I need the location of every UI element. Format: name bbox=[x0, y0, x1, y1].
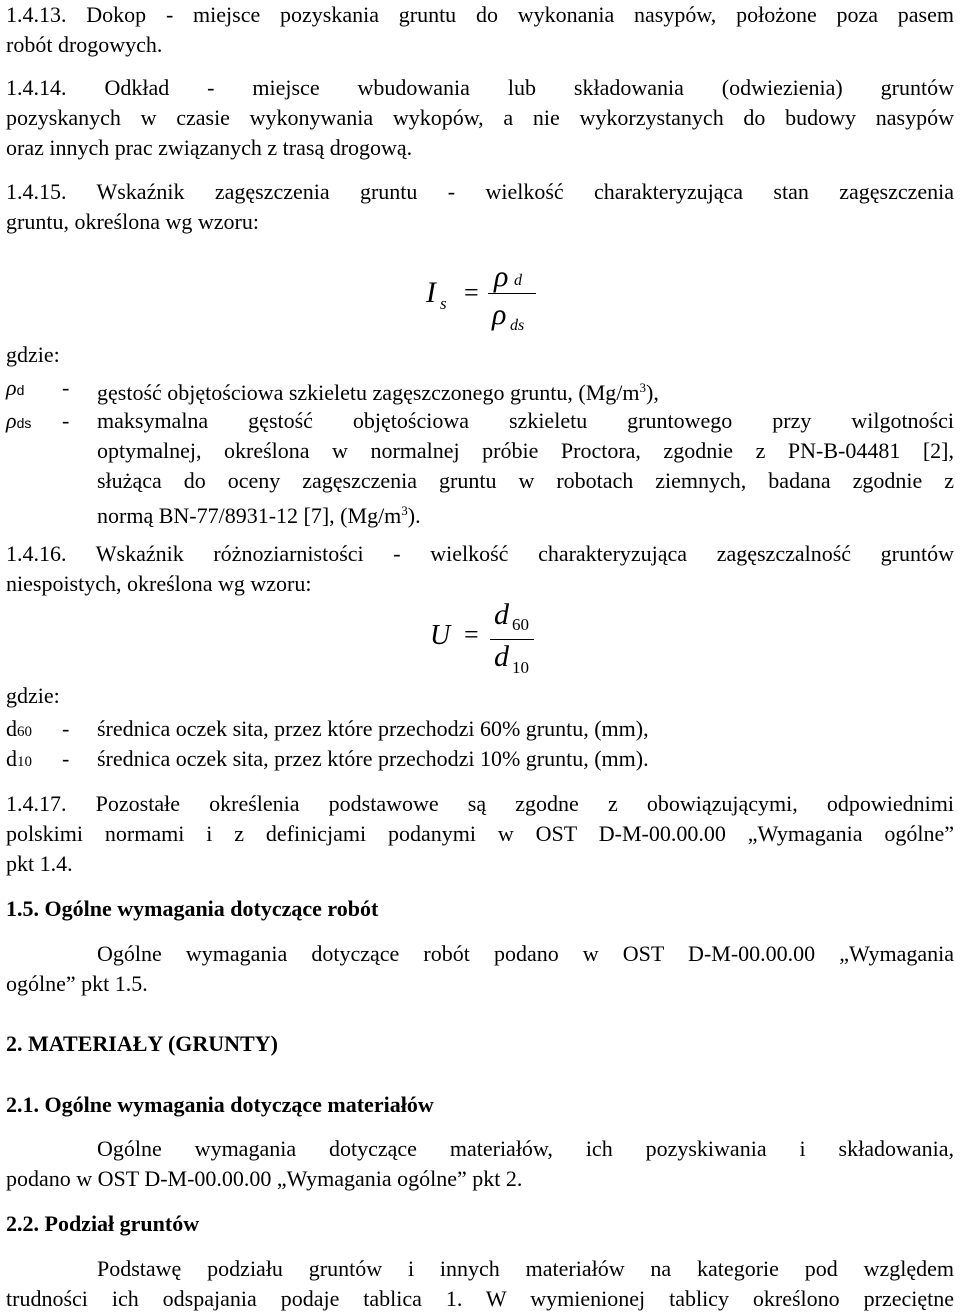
paragraph-1-4-17-line-3: pkt 1.4. bbox=[6, 851, 73, 876]
paragraph-text: Wskaźnik zagęszczenia gruntu - wielkość charakteryzująca stan zagęszczenia bbox=[96, 179, 955, 204]
symbol-sub: d bbox=[16, 382, 25, 398]
paragraph-1-4-17-line-2: polskimi normami i z definicjami podanymi w OST D-M-00.00.00 „Wymagania ogólne” bbox=[6, 821, 954, 846]
formula-lhs: I bbox=[426, 276, 436, 309]
formula-denominator-sub: 10 bbox=[512, 658, 529, 677]
definition-text-rho-ds-line-3: służąca do oceny zagęszczenia gruntu w robotach ziemnych, badana zgodnie z bbox=[97, 468, 954, 493]
paragraph-2-2-line-1: Podstawę podziału gruntów i innych materiałów na kategorie pod względem bbox=[97, 1256, 954, 1281]
superscript: 3 bbox=[639, 380, 647, 395]
section-heading-1-5: 1.5. Ogólne wymagania dotyczące robót bbox=[6, 896, 379, 921]
definition-symbol-rho-d bbox=[6, 373, 24, 405]
definition-text-d60: średnica oczek sita, przez które przechodzi 60% gruntu, (mm), bbox=[97, 716, 649, 741]
paragraph-text: Wskaźnik różnoziarnistości - wielkość charakteryzująca zagęszczalność gruntów bbox=[95, 541, 955, 566]
paragraph-2-2-line-2: trudności ich odspajania podaje tablica 1. W wymienionej tablicy określono przeciętne bbox=[6, 1286, 954, 1311]
definition-dash: - bbox=[62, 716, 70, 741]
formula-lhs-sub: s bbox=[440, 294, 447, 313]
symbol-sub: 60 bbox=[17, 724, 32, 740]
definition-text-end: ), bbox=[646, 380, 659, 405]
definition-symbol-d60 bbox=[6, 714, 32, 747]
definition-dash: - bbox=[62, 375, 70, 400]
definition-symbol-d10 bbox=[6, 744, 32, 777]
d-glyph: d bbox=[6, 716, 17, 741]
paragraph-1-4-14-line-1 bbox=[6, 73, 954, 103]
symbol-sub: 10 bbox=[17, 754, 32, 770]
paragraph-1-4-16-line-1 bbox=[6, 539, 954, 569]
definition-text-rho-ds-line-2: optymalnej, określona w normalnej próbie Proctora, zgodnie z PN-B-04481 [2], bbox=[97, 438, 954, 463]
definition-text-rho-ds-line-4 bbox=[97, 496, 954, 531]
definition-text-rho-d bbox=[97, 373, 954, 408]
paragraph-number: 1.4.15. bbox=[6, 179, 67, 204]
definition-text-d10: średnica oczek sita, przez które przechodzi 10% gruntu, (mm). bbox=[97, 746, 649, 771]
definition-text-end: ). bbox=[407, 503, 421, 528]
paragraph-text: Pozostałe określenia podstawowe są zgodne z obowiązującymi, odpowiednimi bbox=[95, 791, 954, 816]
paragraph-number: 1.4.13. bbox=[6, 2, 67, 27]
fraction-bar bbox=[488, 293, 536, 294]
rho-glyph: ρ bbox=[6, 375, 17, 400]
paragraph-1-5-line-1: Ogólne wymagania dotyczące robót podano w OST D-M-00.00.00 „Wymagania bbox=[97, 941, 954, 966]
paragraph-number: 1.4.17. bbox=[6, 791, 67, 816]
definition-dash: - bbox=[62, 746, 70, 771]
paragraph-1-4-15-line-2: gruntu, określona wg wzoru: bbox=[6, 209, 259, 234]
formula-lhs: U bbox=[430, 620, 451, 651]
definition-text: normą BN-77/8931-12 [7], (Mg/m bbox=[97, 503, 402, 528]
paragraph-1-4-17-line-1 bbox=[6, 789, 954, 819]
formula-numerator: d bbox=[494, 598, 509, 631]
formula-numerator: ρ bbox=[494, 260, 509, 293]
formula-denominator-sub: ds bbox=[510, 317, 525, 334]
symbol-sub: ds bbox=[16, 415, 32, 431]
paragraph-1-4-14-line-3: oraz innych prac związanych z trasą drogową. bbox=[6, 135, 413, 160]
paragraph-1-4-16-line-2: niespoistych, określona wg wzoru: bbox=[6, 571, 312, 596]
section-heading-2: 2. MATERIAŁY (GRUNTY) bbox=[6, 1031, 278, 1056]
paragraph-1-5-line-2: ogólne” pkt 1.5. bbox=[6, 971, 148, 996]
paragraph-2-1-line-1: Ogólne wymagania dotyczące materiałów, ich pozyskiwania i składowania, bbox=[97, 1136, 954, 1161]
formula-numerator-sub: 60 bbox=[512, 615, 529, 634]
section-heading-2-2: 2.2. Podział gruntów bbox=[6, 1211, 200, 1236]
formula-denominator: d bbox=[494, 640, 509, 673]
paragraph-number: 1.4.14. bbox=[6, 75, 67, 100]
gdzie-label-2: gdzie: bbox=[6, 683, 60, 708]
formula-numerator-sub: d bbox=[514, 272, 522, 289]
definition-symbol-rho-ds bbox=[6, 406, 31, 438]
section-heading-2-1: 2.1. Ogólne wymagania dotyczące materiałów bbox=[6, 1092, 434, 1117]
paragraph-text: Dokop - miejsce pozyskania gruntu do wykonania nasypów, położone poza pasem bbox=[86, 2, 954, 27]
definition-text: gęstość objętościowa szkieletu zagęszczonego gruntu, (Mg/m bbox=[97, 380, 640, 405]
formula-equals: = bbox=[464, 620, 479, 649]
paragraph-2-1-line-2: podano w OST D-M-00.00.00 „Wymagania ogólne” pkt 2. bbox=[6, 1166, 523, 1191]
gdzie-label-1: gdzie: bbox=[6, 342, 60, 367]
paragraph-number: 1.4.16. bbox=[6, 541, 67, 566]
paragraph-1-4-13-line-2: robót drogowych. bbox=[6, 32, 163, 57]
paragraph-1-4-14-line-2: pozyskanych w czasie wykonywania wykopów, a nie wykorzystanych do budowy nasypów bbox=[6, 105, 954, 130]
superscript: 3 bbox=[401, 503, 408, 518]
formula-uniformity-index bbox=[428, 600, 548, 682]
paragraph-text: Odkład - miejsce wbudowania lub składowania (odwiezienia) gruntów bbox=[104, 75, 955, 100]
paragraph-1-4-13-line-1 bbox=[6, 0, 954, 30]
formula-compaction-index bbox=[424, 260, 554, 346]
paragraph-1-4-15-line-1 bbox=[6, 177, 954, 207]
rho-glyph: ρ bbox=[6, 408, 17, 433]
definition-dash: - bbox=[62, 408, 70, 433]
d-glyph: d bbox=[6, 746, 17, 771]
definition-text-rho-ds-line-1: maksymalna gęstość objętościowa szkieletu gruntowego przy wilgotności bbox=[97, 408, 954, 433]
formula-equals: = bbox=[464, 278, 479, 307]
formula-denominator: ρ bbox=[492, 298, 507, 331]
